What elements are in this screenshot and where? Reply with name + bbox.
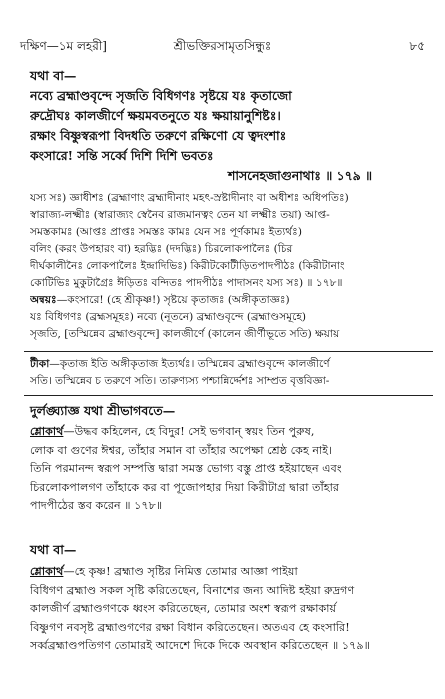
commentary-line: বলিং (করং উপহারং বা) হরদ্ভিঃ (দদদ্ভিঃ) চিরলোকপালৈঃ (চির — [30, 243, 293, 255]
commentary-line: যস্য সঃ) জ্ঞাধীশঃ (ব্রহ্মাণাং ব্রহ্মাদীনাং মহৎ-স্রষ্টাদীনাং বা অধীশঃ অধিপতিঃ) — [30, 192, 349, 204]
section-heading: যথা বা— — [30, 542, 77, 557]
anvaya-line: অন্বয়ঃ—কংসারে! (হে শ্রীকৃষ্ণ!) সৃষ্টয়ে কৃতাজঃ (অঙ্গীকৃতাজ্ঞঃ) — [30, 294, 290, 306]
commentary-line: স্বারাজ্য-লক্ষ্মীঃ (স্বারাজ্যং স্বেনৈব রাজমানত্বং তেন যা লক্ষ্মীঃ তয়া) আপ্ত- — [30, 209, 330, 221]
translation-line: লোক বা গুণের ঈশ্বর, তাঁহার সমান বা তাঁহার অপেক্ষা শ্রেষ্ঠ কেহ নাই। — [30, 443, 333, 457]
slokartha-label: শ্লোকার্থ — [30, 564, 64, 578]
divider — [24, 395, 433, 396]
translation-line: পাদপীঠের স্তব করেন ॥ ১৭৮॥ — [30, 499, 163, 512]
commentary — [30, 190, 431, 343]
anvaya-line: সৃজতি, [তস্মিন্নেব ব্রহ্মাণ্ডবৃন্দে] কালজীর্ণে (কালেন জীর্ণীভূতে সতি) ক্ষয়ায় — [30, 328, 340, 340]
verse-line: রুদ্রৌঘঃ কালজীর্ণে ক্ষয়মবতনুতে যঃ ক্ষয়ায়ানুশিষ্টঃ। — [30, 108, 281, 123]
translation-line: বিষ্ণুগণ নবসৃষ্ট ব্রহ্মাণ্ডগণের রক্ষা বিধান করিতেছেন। অতএব হে কংসারি! — [30, 620, 350, 634]
sanskrit-verse — [30, 86, 427, 186]
translation-line: বিধিগণ ব্রহ্মাণ্ড সকল সৃষ্টি করিতেছেন, বিনাশের জন্য আদিষ্ট হইয়া রুদ্রগণ — [30, 583, 355, 597]
slokartha-label: শ্লোকার্থ — [30, 424, 64, 438]
anvaya-line: যঃ বিধিগণঃ (ব্রহ্মসমূহঃ) নব্যে (নূতনে) ব্রহ্মাণ্ডবৃন্দে (ব্রহ্মাণ্ডসমূহে) — [30, 311, 307, 323]
commentary-line: সমস্তকামঃ (আপ্তঃ প্রাপ্তঃ সমস্তঃ কামঃ যেন সঃ পূর্ণকামঃ ইত্যর্থঃ) — [30, 226, 302, 238]
anvaya-label: অন্বয়ঃ — [30, 294, 57, 306]
translation-line: চিরলোকপালগণ তাঁহাকে কর বা পূজোপহার দিয়া কিরীটাগ্র দ্বারা তাঁহার — [30, 480, 339, 494]
chapter-label: দক্ষিণ—১ম লহরী] — [20, 39, 107, 53]
translation-line: শ্লোকার্থ—উদ্ধব কহিলেন, হে বিদুর! সেই ভগবান্ স্বয়ং তিন পুরুষ, — [30, 424, 315, 438]
book-title: শ্রীভক্তিরসামৃতসিন্ধুঃ — [173, 39, 272, 53]
translation-line: তিনি পরমানন্দ স্বরূপ সম্পত্তি দ্বারা সমস্ত ভোগ্য বস্তু প্রাপ্ত হইয়াছেন এবং — [30, 462, 342, 475]
divider — [24, 351, 433, 352]
verse-end-line: শাসনেহজাগুনাথাঃ ॥ ১৭৯ ॥ — [228, 168, 372, 183]
translation — [30, 562, 431, 656]
translation-line: শ্লোকার্থ—হে কৃষ্ণ! ব্রহ্মাণ্ড সৃষ্টির নিমিত্ত তোমার আজ্ঞা পাইয়া — [30, 564, 298, 578]
verse-line: কংসারে! সন্তি সর্ব্বে দিশি দিশি ভবতঃ — [30, 148, 214, 163]
verse-line: নব্যে ব্রহ্মাণ্ডবৃন্দে সৃজতি বিধিগণঃ সৃষ্টয়ে যঃ কৃতাজো — [30, 88, 292, 103]
tika-line: সতি। তস্মিন্নেব চ তরুণে সতি। তারুণ্যস্য পশ্চান্নির্দ্দেশঃ সাম্প্রত বৃত্তবিজ্ঞা- — [30, 375, 330, 387]
running-header — [20, 38, 425, 56]
page-number: ৮৫ — [409, 39, 425, 53]
commentary-line: কোটিভিঃ মুকুটাগ্রৈঃ ঈড়িতঃ বন্দিতঃ পাদপীঠঃ পাদাসনং যস্য সঃ) ॥ ১৭৮॥ — [30, 277, 343, 289]
verse-line: রক্ষাং বিষ্ণুস্বরূপা বিদধতি তরুণে রক্ষিণো যে ত্বদংশাঃ — [30, 128, 287, 143]
translation — [30, 422, 431, 516]
section-heading: দুর্লঙ্ঘ্যাজ্ঞ যথা শ্রীভাগবতে— — [30, 403, 176, 418]
translation-line: কালজীর্ণ ব্রহ্মাণ্ডগণকে ধ্বংস করিতেছেন, তোমার অংশ স্বরূপ রক্ষাকার্য় — [30, 602, 337, 615]
translation-line: সর্ব্বব্রহ্মাণ্ডপতিগণ তোমারই আদেশে দিকে দিকে অবস্থান করিতেছেন ॥ ১৭৯॥ — [30, 639, 370, 652]
tika-label: টীকা — [30, 358, 50, 370]
verse-intro-label: যথা বা— — [30, 68, 77, 83]
tika-line: টীকা—কৃতাজ ইতি অঙ্গীকৃতাজ ইত্যর্থঃ। তস্মিন্নেব ব্রহ্মাণ্ডবৃন্দে কালজীর্ণে — [30, 358, 330, 370]
commentary-line: দীর্ঘকালীনৈঃ লোকপালৈঃ ইন্দ্রাদিভিঃ) কিরীটকোটীড়িতপাদপীঠঃ (কিরীটানাং — [30, 260, 345, 272]
tika — [30, 356, 431, 390]
